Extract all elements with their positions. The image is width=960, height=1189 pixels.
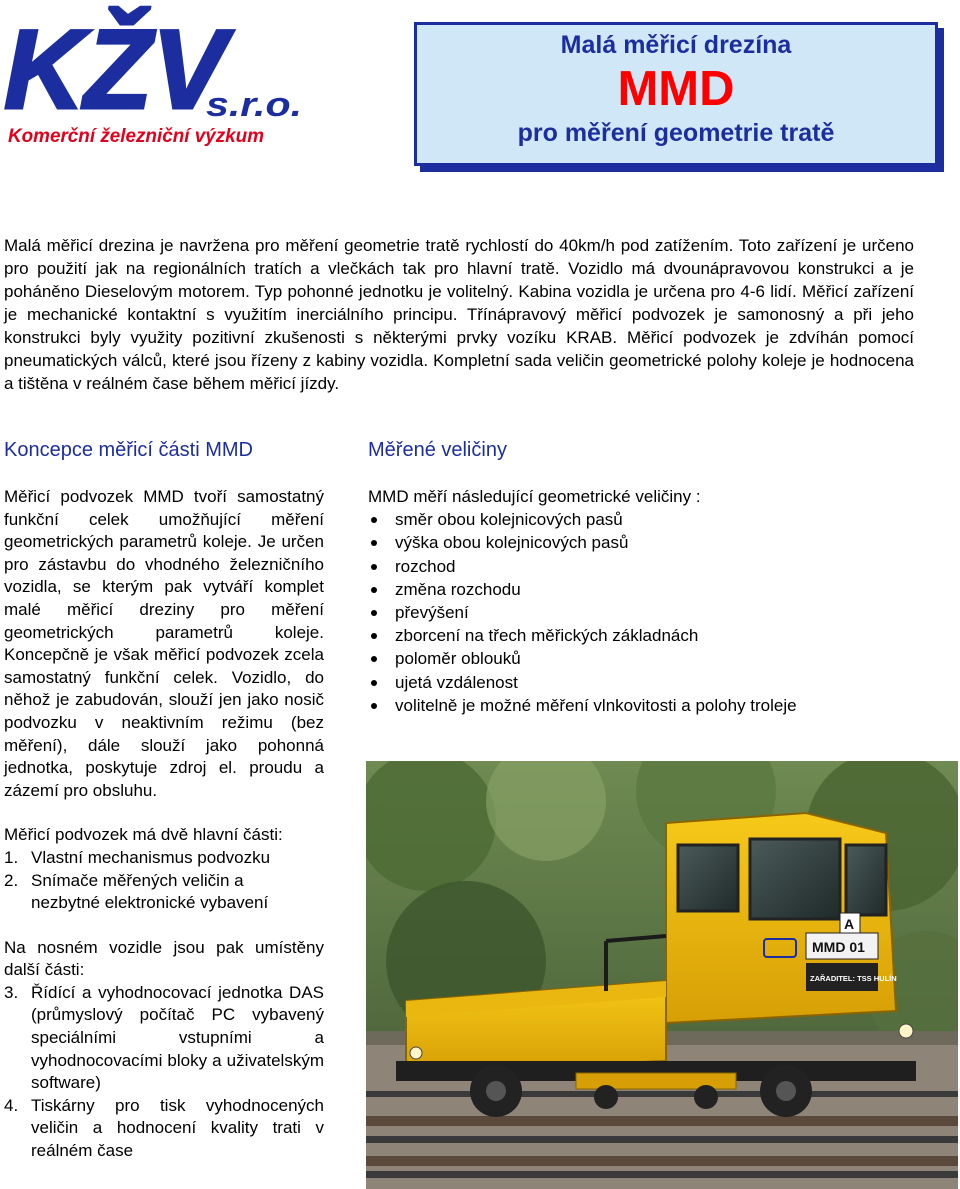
item-text: zborcení na třech měřických základnách [395, 626, 699, 646]
item-text: volitelně je možné měření vlnkovitosti a polohy troleje [395, 695, 797, 715]
item-text: Tiskárny pro tisk vyhodnocených veličin a hodnocení kvality trati v reálném čase [31, 1095, 324, 1161]
bullet-icon [371, 610, 377, 616]
bullet-icon [371, 680, 377, 686]
list-item [368, 508, 928, 531]
bullet-icon [371, 517, 377, 523]
item-number: 3. [4, 982, 19, 1002]
company-logo [0, 0, 310, 150]
list-item [4, 870, 324, 915]
bullet-icon [371, 656, 377, 662]
parts-intro: Měřicí podvozek má dvě hlavní části: [4, 825, 283, 845]
list-item [4, 982, 324, 1095]
item-text: výška obou kolejnicových pasů [395, 533, 629, 553]
bullet-icon [371, 587, 377, 593]
list-item [368, 694, 928, 717]
list-item [368, 647, 928, 670]
title-acronym: MMD [617, 62, 735, 116]
list-item [368, 601, 928, 624]
item-text: Snímače měřených veličin a nezbytné elektronické vybavení [31, 870, 269, 913]
item-text: poloměr oblouků [395, 649, 521, 669]
logo-letters: KŽV [4, 7, 235, 132]
concept-section [4, 486, 324, 1163]
concept-paragraph: Měřicí podvozek MMD tvoří samostatný funkční celek umožňující měření geometrických parametrů koleje. Je určen pro zástavbu do vhodného železničního vozidla, se kterým pak vytváří komplet malé měřicí dreziny pro měření geometrických parametrů koleje. Koncepčně je však měřicí podvozek zcela samostatný funkční celek. Vozidlo, do něhož je zabudován, slouží jen jako nosič podvozku v neaktivním režimu (bez měření), dále slouží jako pohonná jednotka, poskytuje zdroj el. proudu a zázemí pro obsluhu. [4, 487, 324, 800]
drezina-photo [366, 761, 958, 1189]
list-item [368, 555, 928, 578]
bullet-icon [371, 633, 377, 639]
more-list [4, 982, 324, 1163]
measured-list [368, 508, 928, 717]
item-text: ujetá vzdálenost [395, 672, 518, 692]
measured-section [368, 485, 928, 717]
bullet-icon [371, 540, 377, 546]
item-text: převýšení [395, 603, 469, 623]
title-box [414, 22, 938, 166]
item-text: změna rozchodu [395, 579, 521, 599]
list-item [4, 1095, 324, 1163]
cab-label: MMD 01 [812, 939, 865, 955]
owner-plate-text: ZAŘADITEL: TSS HULÍN [810, 974, 897, 983]
more-intro: Na nosném vozidle jsou pak umístěny další části: [4, 937, 324, 980]
cab-badge: A [844, 916, 855, 932]
list-item [368, 578, 928, 601]
list-item [368, 531, 928, 554]
list-item [368, 624, 928, 647]
list-item [368, 671, 928, 694]
item-text: rozchod [395, 556, 456, 576]
intro-paragraph: Malá měřicí drezina je navržena pro měření geometrie tratě rychlostí do 40km/h pod zatížením. Toto zařízení je určeno pro použití jak na regionálních tratích a vlečkách tak pro hlavní tratě. Vozidlo má dvounápravovou konstrukci a je poháněno Dieselovým motorem. Typ pohonné jednotku je volitelný. Kabina vozidla je určena pro 4-6 lidí. Měřicí zařízení je mechanické kontaktní s využitím inerciálního principu. Třínápravový měřicí podvozek je samonosný a při jeho konstrukci byly využity pozitivní zkušenosti s některými prvky vozíku KRAB. Měřicí podvozek je zdvíhán pomocí pneumatických válců, které jsou řízeny z kabiny vozidla. Kompletní sada veličin geometrické polohy koleje je hodnocena a tištěna v reálném čase během měřicí jízdy. [4, 236, 914, 393]
measured-heading: Měřené veličiny [368, 439, 507, 461]
item-number: 4. [4, 1095, 19, 1115]
bullet-icon [371, 703, 377, 709]
title-line-1: Malá měřicí drezína [560, 31, 792, 59]
parts-list [4, 847, 324, 915]
title-line-3: pro měření geometrie tratě [517, 119, 835, 147]
item-text: Řídící a vyhodnocovací jednotka DAS (průmyslový počítač PC vybavený speciálními vstupními a vyhodnocovacími bloky a uživatelským software) [31, 982, 324, 1093]
logo-suffix: s.r.o. [206, 86, 302, 124]
bullet-icon [371, 564, 377, 570]
list-item [4, 847, 324, 870]
item-number: 1. [4, 847, 19, 867]
item-number: 2. [4, 870, 19, 890]
item-text: Vlastní mechanismus podvozku [31, 847, 271, 867]
logo-tagline: Komerční železniční výzkum [8, 126, 265, 147]
item-text: směr obou kolejnicových pasů [395, 510, 623, 530]
measured-intro: MMD měří následující geometrické veličiny : [368, 487, 701, 506]
concept-heading: Koncepce měřicí části MMD [4, 439, 253, 461]
